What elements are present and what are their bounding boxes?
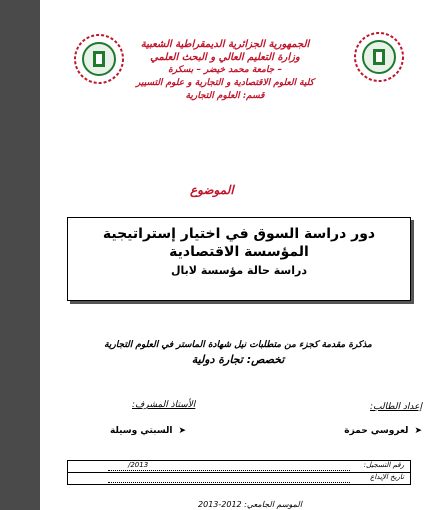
header-faculty: كلية العلوم الاقتصادية و التجارية و علوم التسيير bbox=[136, 78, 314, 88]
memo-statement: مذكرة مقدمة كجزء من متطلبات نيل شهادة الماستر في العلوم التجارية bbox=[104, 340, 372, 350]
university-logo-right bbox=[353, 31, 405, 83]
header-ministry: وزارة التعليم العالي و البحث العلمي bbox=[150, 52, 300, 63]
specialty-label: تخصص: تجارة دولية bbox=[191, 353, 285, 366]
supervisor-name: السبتي وسيلة bbox=[110, 426, 173, 436]
dotted-line bbox=[108, 482, 350, 483]
student-name: لعروسي حمزة bbox=[344, 426, 409, 436]
header-department: قسم: العلوم التجارية bbox=[185, 91, 265, 101]
registration-number-value: /2013 bbox=[128, 461, 149, 469]
header-republic: الجمهورية الجزائرية الديمقراطية الشعبية bbox=[140, 39, 310, 50]
registration-number-row bbox=[68, 461, 410, 473]
student-role-label: إعداد الطالب: bbox=[370, 402, 422, 412]
supervisor-role-label: الأستاذ المشرف: bbox=[132, 400, 196, 410]
registration-box bbox=[67, 460, 411, 485]
university-logo-left bbox=[73, 33, 125, 85]
title-box bbox=[67, 217, 411, 301]
document-page bbox=[40, 0, 430, 510]
supervisor-entry bbox=[110, 426, 186, 436]
topic-label: الموضوع bbox=[190, 183, 234, 197]
arrow-bullet-icon: ➤ bbox=[414, 426, 422, 436]
title-subtitle: دراسة حالة مؤسسة لابال bbox=[171, 264, 307, 277]
registration-number-label: رقم التسجيل: bbox=[363, 461, 404, 469]
academic-year: الموسم الجامعي: 2012-2013 bbox=[198, 500, 302, 509]
header-block bbox=[120, 38, 330, 103]
deposit-date-label: تاريخ الإيداع bbox=[370, 473, 404, 481]
title-line-2: المؤسسة الاقتصادية bbox=[169, 244, 309, 260]
student-entry bbox=[344, 426, 422, 436]
arrow-bullet-icon: ➤ bbox=[178, 426, 187, 436]
dotted-line bbox=[108, 470, 350, 471]
deposit-date-row bbox=[68, 473, 410, 484]
title-line-1: دور دراسة السوق في اختيار إستراتيجية bbox=[102, 226, 376, 242]
header-university: جامعة محمد خيضر – بسكرة – bbox=[168, 65, 282, 75]
